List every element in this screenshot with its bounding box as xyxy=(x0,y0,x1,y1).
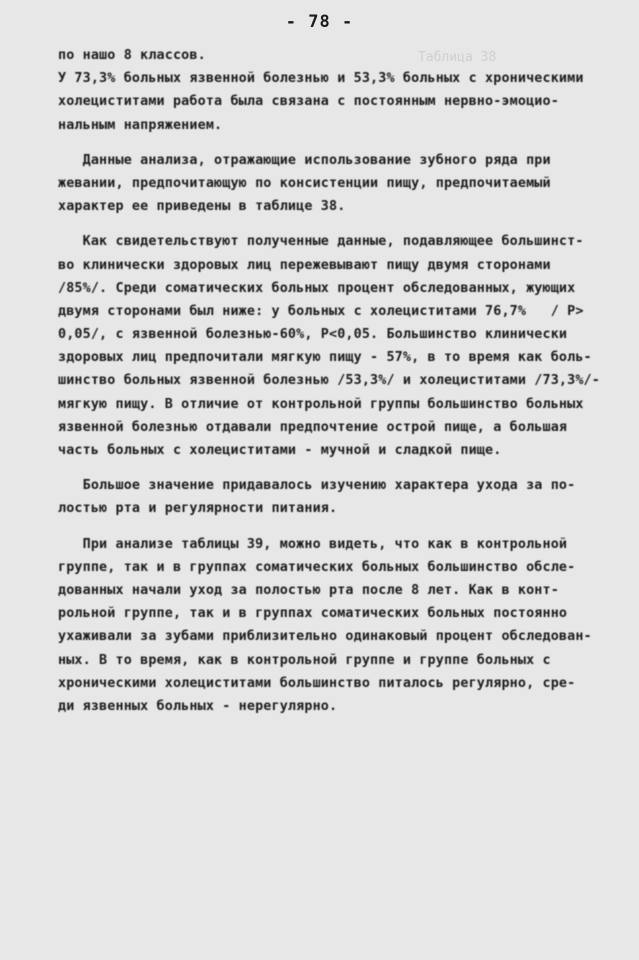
text-line: жевании, предпочитающую по консистенции пищу, предпочитаемый xyxy=(58,175,551,191)
text-line: шинство больных язвенной болезнью /53,3%/ и холециститами /73,3%/- xyxy=(58,373,600,389)
text-line: холециститами работа была связана с постоянным нервно-эмоцио- xyxy=(58,94,559,110)
text-line: У 73,3% больных язвенной болезнью и 53,3% больных с хроническими xyxy=(58,71,584,87)
paragraph-1 xyxy=(58,44,588,137)
text-line: 0,05/, с язвенной болезнью-60%, P<0,05. Большинство клинически xyxy=(58,327,568,343)
text-line: рольной группе, так и в группах соматических больных постоянно xyxy=(58,606,568,622)
text-line: нальным напряжением. xyxy=(58,117,223,133)
body-text xyxy=(58,44,600,718)
text-line: При анализе таблицы 39, можно видеть, что как в контрольной xyxy=(58,536,568,552)
text-line: группе, так и в группах соматических больных большинство обсле- xyxy=(58,559,576,575)
text-line: язвенной болезнью отдавали предпочтение острой пище, а большая xyxy=(58,419,568,435)
paragraph-4 xyxy=(58,474,588,520)
text-line: Большое значение придавалось изучению характера ухода за по- xyxy=(58,478,576,494)
page-number: - 78 - xyxy=(285,12,354,32)
text-line: во клинически здоровых лиц пережевывают пищу двумя сторонами xyxy=(58,257,551,273)
text-line: по нашо 8 классов. xyxy=(58,48,206,63)
text-line: двумя сторонами был ниже: у больных с холециститами 76,7% / P> xyxy=(58,303,584,319)
paragraph-3 xyxy=(58,230,600,462)
text-line: здоровых лиц предпочитали мягкую пищу - 57%, в то время как боль- xyxy=(58,350,592,366)
text-line: дованных начали уход за полостью рта после 8 лет. Как в конт- xyxy=(58,582,559,598)
text-line: хроническими холециститами большинство питалось регулярно, сре- xyxy=(58,675,576,691)
text-line: ди язвенных больных - нерегулярно. xyxy=(58,698,338,714)
text-line: лостью рта и регулярности питания. xyxy=(58,501,338,517)
text-line: Как свидетельствуют полученные данные, подавляющее большинст- xyxy=(58,234,584,250)
text-line: часть больных с холециститами - мучной и сладкой пище. xyxy=(58,443,502,458)
text-line: /85%/. Среди соматических больных процент обследованных, жующих xyxy=(58,280,576,296)
text-line: характер ее приведены в таблице 38. xyxy=(58,199,346,215)
paragraph-2 xyxy=(58,149,588,219)
text-line: Данные анализа, отражающие использование зубного ряда при xyxy=(58,152,551,168)
paragraph-5 xyxy=(58,533,592,719)
bleed-through-table-caption: Таблица 38 xyxy=(418,50,497,65)
text-line: мягкую пищу. В отличие от контрольной группы большинство больных xyxy=(58,396,584,412)
text-line: ных. В то время, как в контрольной группе и группе больных с xyxy=(58,652,551,668)
text-line: ухаживали за зубами приблизительно одинаковый процент обследован- xyxy=(58,629,592,645)
